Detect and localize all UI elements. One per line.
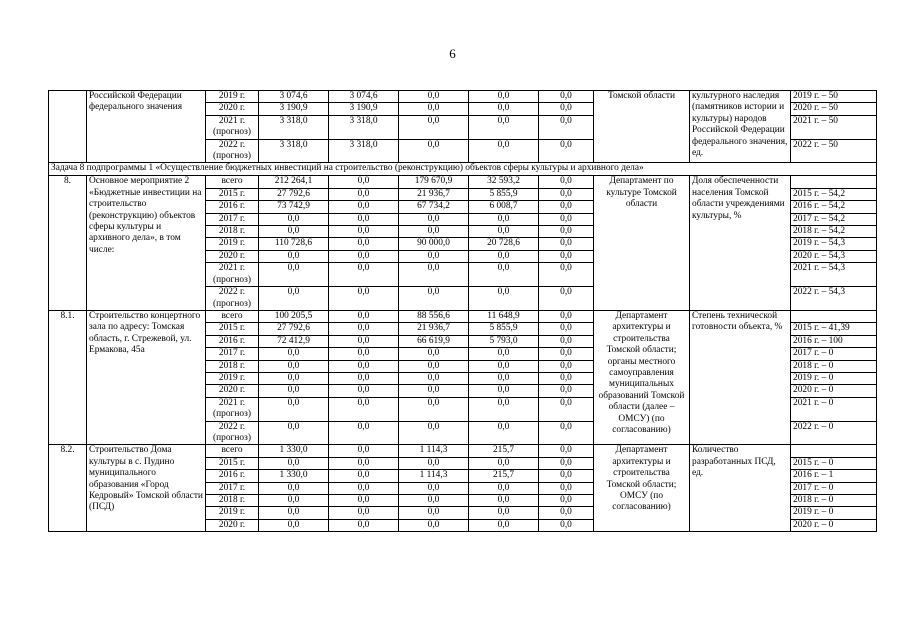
- value-cell: 0,0: [399, 250, 469, 262]
- value-cell: 0,0: [329, 238, 399, 250]
- value-cell: 0,0: [469, 263, 539, 287]
- value-cell: 0,0: [259, 287, 329, 311]
- value-cell: 0,0: [329, 507, 399, 519]
- value-cell: 0,0: [329, 335, 399, 347]
- value-cell: 0,0: [329, 250, 399, 262]
- value-cell: 21 936,7: [399, 323, 469, 335]
- value-cell: 0,0: [539, 226, 594, 238]
- value-cell: 0,0: [469, 507, 539, 519]
- target-cell: 2018 г. – 0: [791, 495, 877, 507]
- value-cell: 0,0: [469, 495, 539, 507]
- value-cell: 66 619,9: [399, 335, 469, 347]
- target-cell: 2020 г. – 0: [791, 519, 877, 531]
- value-cell: 0,0: [399, 397, 469, 421]
- value-cell: 0,0: [399, 385, 469, 397]
- target-cell: 2015 г. – 41,39: [791, 323, 877, 335]
- target-cell: 2022 г. – 54,3: [791, 287, 877, 311]
- year-cell: 2021 г. (прогноз): [206, 263, 259, 287]
- value-cell: 0,0: [329, 457, 399, 469]
- target-cell: 2016 г. – 54,2: [791, 201, 877, 213]
- value-cell: 0,0: [259, 507, 329, 519]
- value-cell: 0,0: [329, 201, 399, 213]
- target-cell: 2015 г. – 54,2: [791, 188, 877, 200]
- indicator-cell: Доля обеспеченности населения Томской области учреждениями культуры, %: [690, 176, 791, 310]
- value-cell: 0,0: [329, 360, 399, 372]
- value-cell: 0,0: [539, 176, 594, 188]
- value-cell: 67 734,2: [399, 201, 469, 213]
- target-cell: 2016 г. – 100: [791, 335, 877, 347]
- target-cell: 2022 г. – 50: [791, 139, 877, 163]
- value-cell: 0,0: [539, 287, 594, 311]
- value-cell: 0,0: [329, 385, 399, 397]
- value-cell: 0,0: [259, 457, 329, 469]
- target-cell: [791, 176, 877, 188]
- value-cell: 0,0: [399, 495, 469, 507]
- value-cell: 0,0: [539, 482, 594, 494]
- value-cell: 0,0: [469, 372, 539, 384]
- year-cell: 2018 г.: [206, 226, 259, 238]
- value-cell: 0,0: [329, 519, 399, 531]
- measure-name: Строительство Дома культуры в с. Пудино муниципального образования «Город Кедровый» Томской области (ПСД): [87, 445, 206, 532]
- value-cell: 3 318,0: [329, 115, 399, 139]
- value-cell: 215,7: [469, 470, 539, 482]
- value-cell: 0,0: [539, 519, 594, 531]
- value-cell: 0,0: [469, 385, 539, 397]
- value-cell: 0,0: [539, 421, 594, 445]
- executor-cell: Департамент по культуре Томской области: [594, 176, 690, 310]
- target-cell: 2022 г. – 0: [791, 421, 877, 445]
- target-cell: 2021 г. – 0: [791, 397, 877, 421]
- value-cell: 3 190,9: [259, 103, 329, 115]
- value-cell: 0,0: [329, 482, 399, 494]
- year-cell: 2017 г.: [206, 348, 259, 360]
- value-cell: 6 008,7: [469, 201, 539, 213]
- value-cell: 0,0: [539, 397, 594, 421]
- value-cell: 0,0: [399, 263, 469, 287]
- value-cell: 0,0: [259, 348, 329, 360]
- year-cell: 2022 г. (прогноз): [206, 139, 259, 163]
- value-cell: 110 728,6: [259, 238, 329, 250]
- executor-cell: Департамент архитектуры и строительства Томской области; ОМСУ (по согласованию): [594, 445, 690, 532]
- target-cell: 2018 г. – 0: [791, 360, 877, 372]
- value-cell: 1 330,0: [259, 470, 329, 482]
- row-number: [49, 91, 87, 163]
- table-row: [49, 176, 877, 188]
- value-cell: 0,0: [259, 372, 329, 384]
- value-cell: 0,0: [259, 263, 329, 287]
- value-cell: 0,0: [399, 91, 469, 103]
- value-cell: 0,0: [329, 348, 399, 360]
- measure-name: Российской Федерации федерального значения: [87, 91, 206, 163]
- value-cell: 0,0: [539, 495, 594, 507]
- value-cell: 0,0: [469, 482, 539, 494]
- value-cell: 0,0: [539, 445, 594, 457]
- table-row: [49, 310, 877, 322]
- value-cell: 0,0: [399, 103, 469, 115]
- value-cell: 0,0: [399, 213, 469, 225]
- value-cell: 0,0: [399, 372, 469, 384]
- year-cell: 2015 г.: [206, 323, 259, 335]
- year-cell: 2020 г.: [206, 250, 259, 262]
- year-cell: 2018 г.: [206, 495, 259, 507]
- value-cell: 0,0: [469, 139, 539, 163]
- value-cell: 0,0: [259, 360, 329, 372]
- value-cell: 11 648,9: [469, 310, 539, 322]
- target-cell: 2015 г. – 0: [791, 457, 877, 469]
- year-cell: всего: [206, 176, 259, 188]
- year-cell: 2016 г.: [206, 470, 259, 482]
- value-cell: 0,0: [539, 201, 594, 213]
- value-cell: 0,0: [469, 115, 539, 139]
- value-cell: 0,0: [469, 213, 539, 225]
- value-cell: 0,0: [469, 287, 539, 311]
- indicator-cell: Количество разработанных ПСД, ед.: [690, 445, 791, 532]
- value-cell: 0,0: [329, 495, 399, 507]
- value-cell: 0,0: [259, 250, 329, 262]
- value-cell: 0,0: [539, 213, 594, 225]
- row-number: 8.2.: [49, 445, 87, 532]
- value-cell: 0,0: [539, 323, 594, 335]
- value-cell: 0,0: [259, 397, 329, 421]
- task-row: [49, 163, 877, 176]
- value-cell: 0,0: [399, 360, 469, 372]
- value-cell: 90 000,0: [399, 238, 469, 250]
- value-cell: 0,0: [329, 226, 399, 238]
- year-cell: 2019 г.: [206, 91, 259, 103]
- value-cell: 0,0: [539, 348, 594, 360]
- target-cell: 2016 г. – 1: [791, 470, 877, 482]
- task-title: Задача 8 подпрограммы 1 «Осуществление бюджетных инвестиций на строительство (реконструкцию) объектов сферы культуры и архивного дела»: [49, 163, 877, 176]
- row-number: 8.1.: [49, 310, 87, 444]
- budget-table: [48, 90, 877, 532]
- value-cell: 0,0: [399, 139, 469, 163]
- value-cell: 0,0: [329, 310, 399, 322]
- value-cell: 0,0: [329, 176, 399, 188]
- value-cell: 0,0: [469, 226, 539, 238]
- value-cell: 0,0: [259, 519, 329, 531]
- value-cell: 212 264,1: [259, 176, 329, 188]
- year-cell: 2020 г.: [206, 519, 259, 531]
- value-cell: 0,0: [539, 470, 594, 482]
- value-cell: 0,0: [329, 323, 399, 335]
- executor-cell: Томской области: [594, 91, 690, 163]
- value-cell: 0,0: [539, 372, 594, 384]
- value-cell: 0,0: [399, 507, 469, 519]
- value-cell: 179 670,9: [399, 176, 469, 188]
- year-cell: 2016 г.: [206, 335, 259, 347]
- value-cell: 3 318,0: [259, 115, 329, 139]
- year-cell: 2015 г.: [206, 188, 259, 200]
- value-cell: 0,0: [329, 470, 399, 482]
- measure-name: Строительство концертного зала по адресу: Томская область, г. Стрежевой, ул. Ермакова, 45а: [87, 310, 206, 444]
- year-cell: 2022 г. (прогноз): [206, 287, 259, 311]
- value-cell: 0,0: [539, 115, 594, 139]
- value-cell: 0,0: [329, 213, 399, 225]
- target-cell: 2021 г. – 54,3: [791, 263, 877, 287]
- year-cell: 2022 г. (прогноз): [206, 421, 259, 445]
- year-cell: всего: [206, 310, 259, 322]
- value-cell: 0,0: [539, 139, 594, 163]
- value-cell: 0,0: [399, 482, 469, 494]
- value-cell: 0,0: [469, 421, 539, 445]
- year-cell: 2020 г.: [206, 385, 259, 397]
- value-cell: 0,0: [469, 348, 539, 360]
- page-number: 6: [449, 46, 456, 61]
- target-cell: 2017 г. – 54,2: [791, 213, 877, 225]
- value-cell: 0,0: [539, 507, 594, 519]
- value-cell: 1 114,3: [399, 445, 469, 457]
- target-cell: 2021 г. – 50: [791, 115, 877, 139]
- target-cell: [791, 310, 877, 322]
- value-cell: 3 074,6: [259, 91, 329, 103]
- table-row: [49, 445, 877, 457]
- year-cell: 2021 г. (прогноз): [206, 397, 259, 421]
- value-cell: 0,0: [539, 103, 594, 115]
- year-cell: 2018 г.: [206, 360, 259, 372]
- target-cell: 2020 г. – 0: [791, 385, 877, 397]
- value-cell: 215,7: [469, 445, 539, 457]
- value-cell: 5 855,9: [469, 323, 539, 335]
- measure-name: Основное мероприятие 2 «Бюджетные инвестиции на строительство (реконструкцию) объектов сферы культуры и архивного дела», в том числе:: [87, 176, 206, 310]
- value-cell: 73 742,9: [259, 201, 329, 213]
- year-cell: 2017 г.: [206, 482, 259, 494]
- value-cell: 0,0: [259, 482, 329, 494]
- value-cell: 0,0: [259, 421, 329, 445]
- target-cell: 2017 г. – 0: [791, 482, 877, 494]
- value-cell: 72 412,9: [259, 335, 329, 347]
- executor-cell: Департамент архитектуры и строительства Томской области; органы местного самоуправления муниципальных образований Томской области (далее – ОМСУ) (по согласованию): [594, 310, 690, 444]
- value-cell: 0,0: [539, 238, 594, 250]
- year-cell: 2016 г.: [206, 201, 259, 213]
- target-cell: 2018 г. – 54,2: [791, 226, 877, 238]
- value-cell: 88 556,6: [399, 310, 469, 322]
- value-cell: 0,0: [399, 457, 469, 469]
- value-cell: 0,0: [539, 188, 594, 200]
- value-cell: 100 205,5: [259, 310, 329, 322]
- value-cell: 0,0: [469, 250, 539, 262]
- value-cell: 0,0: [539, 250, 594, 262]
- value-cell: 0,0: [329, 445, 399, 457]
- value-cell: 0,0: [329, 188, 399, 200]
- value-cell: 0,0: [399, 115, 469, 139]
- value-cell: 0,0: [539, 360, 594, 372]
- value-cell: 0,0: [469, 103, 539, 115]
- value-cell: 0,0: [259, 495, 329, 507]
- target-cell: [791, 445, 877, 457]
- target-cell: 2019 г. – 50: [791, 91, 877, 103]
- target-cell: 2020 г. – 50: [791, 103, 877, 115]
- row-number: 8.: [49, 176, 87, 310]
- value-cell: 0,0: [539, 385, 594, 397]
- value-cell: 3 318,0: [259, 139, 329, 163]
- year-cell: 2017 г.: [206, 213, 259, 225]
- value-cell: 32 593,2: [469, 176, 539, 188]
- value-cell: 0,0: [539, 457, 594, 469]
- value-cell: 1 330,0: [259, 445, 329, 457]
- value-cell: 0,0: [259, 213, 329, 225]
- value-cell: 0,0: [469, 360, 539, 372]
- value-cell: 0,0: [469, 519, 539, 531]
- year-cell: 2021 г. (прогноз): [206, 115, 259, 139]
- value-cell: 0,0: [399, 226, 469, 238]
- value-cell: 5 793,0: [469, 335, 539, 347]
- value-cell: 3 074,6: [329, 91, 399, 103]
- target-cell: 2017 г. – 0: [791, 348, 877, 360]
- value-cell: 0,0: [469, 91, 539, 103]
- value-cell: 0,0: [399, 519, 469, 531]
- value-cell: 5 855,9: [469, 188, 539, 200]
- value-cell: 0,0: [329, 397, 399, 421]
- value-cell: 0,0: [329, 372, 399, 384]
- year-cell: 2019 г.: [206, 372, 259, 384]
- value-cell: 0,0: [539, 335, 594, 347]
- value-cell: 0,0: [399, 287, 469, 311]
- value-cell: 0,0: [259, 226, 329, 238]
- year-cell: 2019 г.: [206, 507, 259, 519]
- value-cell: 3 318,0: [329, 139, 399, 163]
- target-cell: 2019 г. – 0: [791, 507, 877, 519]
- value-cell: 0,0: [469, 397, 539, 421]
- value-cell: 27 792,6: [259, 323, 329, 335]
- target-cell: 2020 г. – 54,3: [791, 250, 877, 262]
- value-cell: 0,0: [329, 421, 399, 445]
- target-cell: 2019 г. – 54,3: [791, 238, 877, 250]
- value-cell: 0,0: [469, 457, 539, 469]
- value-cell: 0,0: [399, 348, 469, 360]
- value-cell: 0,0: [539, 263, 594, 287]
- table-row: [49, 91, 877, 103]
- year-cell: всего: [206, 445, 259, 457]
- value-cell: 0,0: [539, 310, 594, 322]
- value-cell: 27 792,6: [259, 188, 329, 200]
- year-cell: 2015 г.: [206, 457, 259, 469]
- value-cell: 0,0: [399, 421, 469, 445]
- value-cell: 3 190,9: [329, 103, 399, 115]
- value-cell: 21 936,7: [399, 188, 469, 200]
- value-cell: 0,0: [259, 385, 329, 397]
- value-cell: 1 114,3: [399, 470, 469, 482]
- indicator-cell: Степень технической готовности объекта, %: [690, 310, 791, 444]
- value-cell: 0,0: [329, 263, 399, 287]
- value-cell: 0,0: [539, 91, 594, 103]
- target-cell: 2019 г. – 0: [791, 372, 877, 384]
- value-cell: 0,0: [329, 287, 399, 311]
- value-cell: 20 728,6: [469, 238, 539, 250]
- indicator-cell: культурного наследия (памятников истории и культуры) народов Российской Федерации федерального значения, ед.: [690, 91, 791, 163]
- year-cell: 2019 г.: [206, 238, 259, 250]
- year-cell: 2020 г.: [206, 103, 259, 115]
